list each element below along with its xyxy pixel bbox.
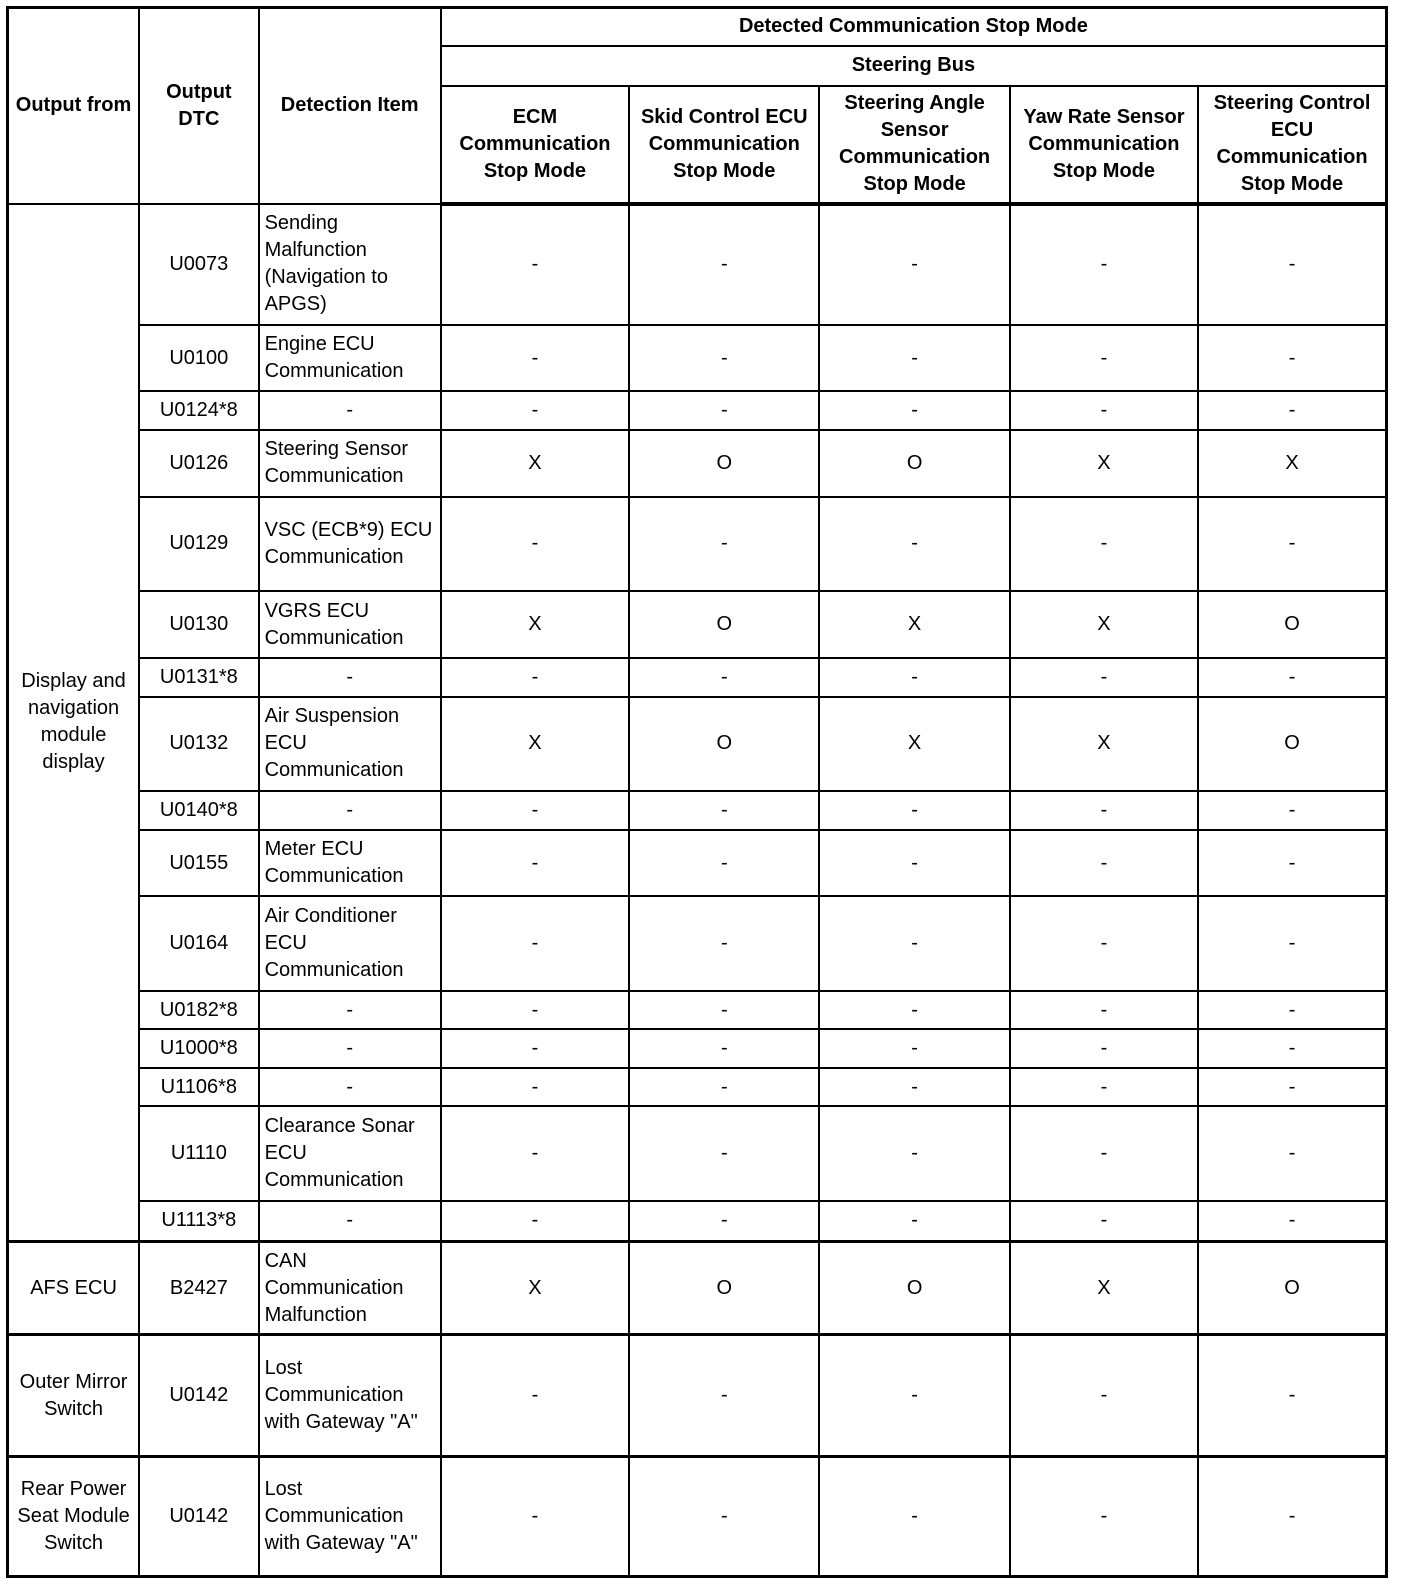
stop-mode-cell: O — [819, 1241, 1009, 1334]
stop-mode-cell: X — [441, 430, 629, 497]
output-from-cell: Outer Mirror Switch — [8, 1335, 140, 1457]
stop-mode-cell: - — [629, 1068, 819, 1107]
stop-mode-cell: - — [819, 1457, 1009, 1577]
detection-item-cell: - — [259, 991, 441, 1030]
dtc-cell: B2427 — [139, 1241, 258, 1334]
dtc-communication-table — [6, 6, 1388, 1578]
stop-mode-cell: X — [441, 591, 629, 658]
stop-mode-cell: - — [441, 1457, 629, 1577]
stop-mode-cell: - — [1198, 204, 1386, 326]
stop-mode-cell: O — [1198, 591, 1386, 658]
stop-mode-cell: - — [1198, 791, 1386, 830]
stop-mode-cell: - — [1010, 391, 1198, 430]
stop-mode-cell: X — [1010, 430, 1198, 497]
stop-mode-cell: - — [441, 1106, 629, 1200]
stop-mode-cell: - — [819, 658, 1009, 697]
table-row — [8, 1457, 1387, 1577]
stop-mode-cell: - — [819, 1029, 1009, 1068]
stop-mode-cell: - — [1010, 896, 1198, 990]
stop-mode-cell: - — [441, 896, 629, 990]
stop-mode-cell: - — [819, 991, 1009, 1030]
stop-mode-cell: - — [1198, 991, 1386, 1030]
stop-mode-cell: - — [629, 1106, 819, 1200]
dtc-cell: U0182*8 — [139, 991, 258, 1030]
header-output-from: Output from — [8, 8, 140, 204]
stop-mode-cell: - — [629, 896, 819, 990]
stop-mode-cell: - — [1198, 1029, 1386, 1068]
stop-mode-cell: - — [1010, 830, 1198, 897]
table-row — [8, 1106, 1387, 1200]
stop-mode-cell: - — [819, 1201, 1009, 1242]
dtc-cell: U1106*8 — [139, 1068, 258, 1107]
header-col-yaw-rate: Yaw Rate Sensor Communication Stop Mode — [1010, 86, 1198, 204]
stop-mode-cell: - — [629, 991, 819, 1030]
header-detection-item: Detection Item — [259, 8, 441, 204]
detection-item-cell: Sending Malfunction (Navigation to APGS) — [259, 204, 441, 326]
detection-item-cell: Clearance Sonar ECU Communication — [259, 1106, 441, 1200]
detection-item-cell: - — [259, 1029, 441, 1068]
table-row — [8, 391, 1387, 430]
stop-mode-cell: - — [1198, 1068, 1386, 1107]
stop-mode-cell: - — [629, 1457, 819, 1577]
stop-mode-cell: - — [441, 1029, 629, 1068]
header-steering-bus: Steering Bus — [441, 46, 1387, 86]
stop-mode-cell: - — [629, 1029, 819, 1068]
stop-mode-cell: - — [819, 325, 1009, 391]
detection-item-cell: Steering Sensor Communication — [259, 430, 441, 497]
detection-item-cell: - — [259, 658, 441, 697]
stop-mode-cell: - — [441, 1068, 629, 1107]
stop-mode-cell: - — [441, 791, 629, 830]
stop-mode-cell: O — [629, 1241, 819, 1334]
header-col-skid-control: Skid Control ECU Communication Stop Mode — [629, 86, 819, 204]
header-detected-mode: Detected Communication Stop Mode — [441, 8, 1387, 46]
stop-mode-cell: X — [819, 697, 1009, 791]
stop-mode-cell: - — [629, 1201, 819, 1242]
detection-item-cell: CAN Communication Malfunction — [259, 1241, 441, 1334]
stop-mode-cell: X — [1198, 430, 1386, 497]
header-output-dtc: Output DTC — [139, 8, 258, 204]
stop-mode-cell: X — [441, 1241, 629, 1334]
table-row — [8, 591, 1387, 658]
stop-mode-cell: - — [1010, 204, 1198, 326]
dtc-cell: U0129 — [139, 497, 258, 591]
stop-mode-cell: - — [819, 896, 1009, 990]
dtc-cell: U1113*8 — [139, 1201, 258, 1242]
stop-mode-cell: O — [629, 591, 819, 658]
stop-mode-cell: - — [1198, 896, 1386, 990]
detection-item-cell: VSC (ECB*9) ECU Communication — [259, 497, 441, 591]
header-col-ecm: ECM Communication Stop Mode — [441, 86, 629, 204]
stop-mode-cell: - — [819, 1068, 1009, 1107]
dtc-cell: U0140*8 — [139, 791, 258, 830]
stop-mode-cell: - — [819, 204, 1009, 326]
detection-item-cell: Engine ECU Communication — [259, 325, 441, 391]
table-row — [8, 1201, 1387, 1242]
stop-mode-cell: - — [629, 497, 819, 591]
dtc-cell: U0100 — [139, 325, 258, 391]
output-from-cell: Display and navigation module display — [8, 204, 140, 1242]
stop-mode-cell: X — [1010, 1241, 1198, 1334]
stop-mode-cell: - — [629, 204, 819, 326]
stop-mode-cell: O — [1198, 1241, 1386, 1334]
stop-mode-cell: - — [819, 497, 1009, 591]
stop-mode-cell: O — [819, 430, 1009, 497]
detection-item-cell: Lost Communication with Gateway "A" — [259, 1457, 441, 1577]
table-row — [8, 1241, 1387, 1334]
stop-mode-cell: - — [629, 1335, 819, 1457]
stop-mode-cell: - — [819, 791, 1009, 830]
stop-mode-cell: X — [819, 591, 1009, 658]
stop-mode-cell: - — [819, 1106, 1009, 1200]
stop-mode-cell: - — [1010, 497, 1198, 591]
stop-mode-cell: - — [1198, 1335, 1386, 1457]
stop-mode-cell: X — [1010, 697, 1198, 791]
stop-mode-cell: X — [441, 697, 629, 791]
table-row — [8, 830, 1387, 897]
stop-mode-cell: - — [629, 830, 819, 897]
detection-item-cell: Air Suspension ECU Communication — [259, 697, 441, 791]
stop-mode-cell: - — [1198, 1457, 1386, 1577]
stop-mode-cell: - — [441, 830, 629, 897]
stop-mode-cell: - — [1198, 658, 1386, 697]
dtc-cell: U0142 — [139, 1335, 258, 1457]
stop-mode-cell: - — [1010, 1201, 1198, 1242]
stop-mode-cell: O — [629, 697, 819, 791]
dtc-cell: U0164 — [139, 896, 258, 990]
output-from-cell: Rear Power Seat Module Switch — [8, 1457, 140, 1577]
stop-mode-cell: - — [1010, 658, 1198, 697]
stop-mode-cell: - — [441, 391, 629, 430]
detection-item-cell: Air Conditioner ECU Communication — [259, 896, 441, 990]
stop-mode-cell: - — [819, 1335, 1009, 1457]
dtc-cell: U0130 — [139, 591, 258, 658]
table-row — [8, 991, 1387, 1030]
stop-mode-cell: - — [441, 325, 629, 391]
stop-mode-cell: O — [629, 430, 819, 497]
header-col-steering-control: Steering Control ECU Communication Stop Mode — [1198, 86, 1386, 204]
stop-mode-cell: - — [819, 391, 1009, 430]
header-col-steering-angle: Steering Angle Sensor Communication Stop Mode — [819, 86, 1009, 204]
stop-mode-cell: - — [1010, 1106, 1198, 1200]
stop-mode-cell: - — [1010, 791, 1198, 830]
stop-mode-cell: - — [629, 325, 819, 391]
detection-item-cell: - — [259, 1068, 441, 1107]
dtc-cell: U0124*8 — [139, 391, 258, 430]
stop-mode-cell: - — [441, 204, 629, 326]
detection-item-cell: - — [259, 791, 441, 830]
table-row — [8, 658, 1387, 697]
detection-item-cell: Lost Communication with Gateway "A" — [259, 1335, 441, 1457]
stop-mode-cell: - — [441, 497, 629, 591]
stop-mode-cell: - — [1010, 1068, 1198, 1107]
detection-item-cell: VGRS ECU Communication — [259, 591, 441, 658]
stop-mode-cell: - — [441, 658, 629, 697]
table-row — [8, 697, 1387, 791]
stop-mode-cell: - — [629, 391, 819, 430]
dtc-cell: U0142 — [139, 1457, 258, 1577]
stop-mode-cell: - — [441, 1201, 629, 1242]
stop-mode-cell: - — [1010, 1029, 1198, 1068]
table-row — [8, 1335, 1387, 1457]
stop-mode-cell: - — [441, 1335, 629, 1457]
detection-item-cell: - — [259, 391, 441, 430]
stop-mode-cell: - — [1198, 1201, 1386, 1242]
detection-item-cell: - — [259, 1201, 441, 1242]
table-row — [8, 1029, 1387, 1068]
output-from-cell: AFS ECU — [8, 1241, 140, 1334]
stop-mode-cell: - — [1198, 1106, 1386, 1200]
table-body — [8, 204, 1387, 1577]
stop-mode-cell: - — [629, 791, 819, 830]
stop-mode-cell: - — [1198, 497, 1386, 591]
stop-mode-cell: - — [629, 658, 819, 697]
detection-item-cell: Meter ECU Communication — [259, 830, 441, 897]
table-row — [8, 497, 1387, 591]
dtc-cell: U0155 — [139, 830, 258, 897]
stop-mode-cell: - — [1010, 325, 1198, 391]
table-row — [8, 1068, 1387, 1107]
stop-mode-cell: - — [441, 991, 629, 1030]
dtc-cell: U1000*8 — [139, 1029, 258, 1068]
stop-mode-cell: - — [1010, 991, 1198, 1030]
table-row — [8, 791, 1387, 830]
table-row — [8, 204, 1387, 326]
table-row — [8, 325, 1387, 391]
table-row — [8, 430, 1387, 497]
stop-mode-cell: - — [1010, 1457, 1198, 1577]
table-header — [8, 8, 1387, 204]
stop-mode-cell: - — [1198, 830, 1386, 897]
stop-mode-cell: - — [1198, 391, 1386, 430]
dtc-cell: U1110 — [139, 1106, 258, 1200]
stop-mode-cell: - — [1198, 325, 1386, 391]
stop-mode-cell: X — [1010, 591, 1198, 658]
stop-mode-cell: O — [1198, 697, 1386, 791]
dtc-cell: U0132 — [139, 697, 258, 791]
table-row — [8, 896, 1387, 990]
dtc-cell: U0131*8 — [139, 658, 258, 697]
dtc-cell: U0073 — [139, 204, 258, 326]
dtc-cell: U0126 — [139, 430, 258, 497]
stop-mode-cell: - — [819, 830, 1009, 897]
stop-mode-cell: - — [1010, 1335, 1198, 1457]
